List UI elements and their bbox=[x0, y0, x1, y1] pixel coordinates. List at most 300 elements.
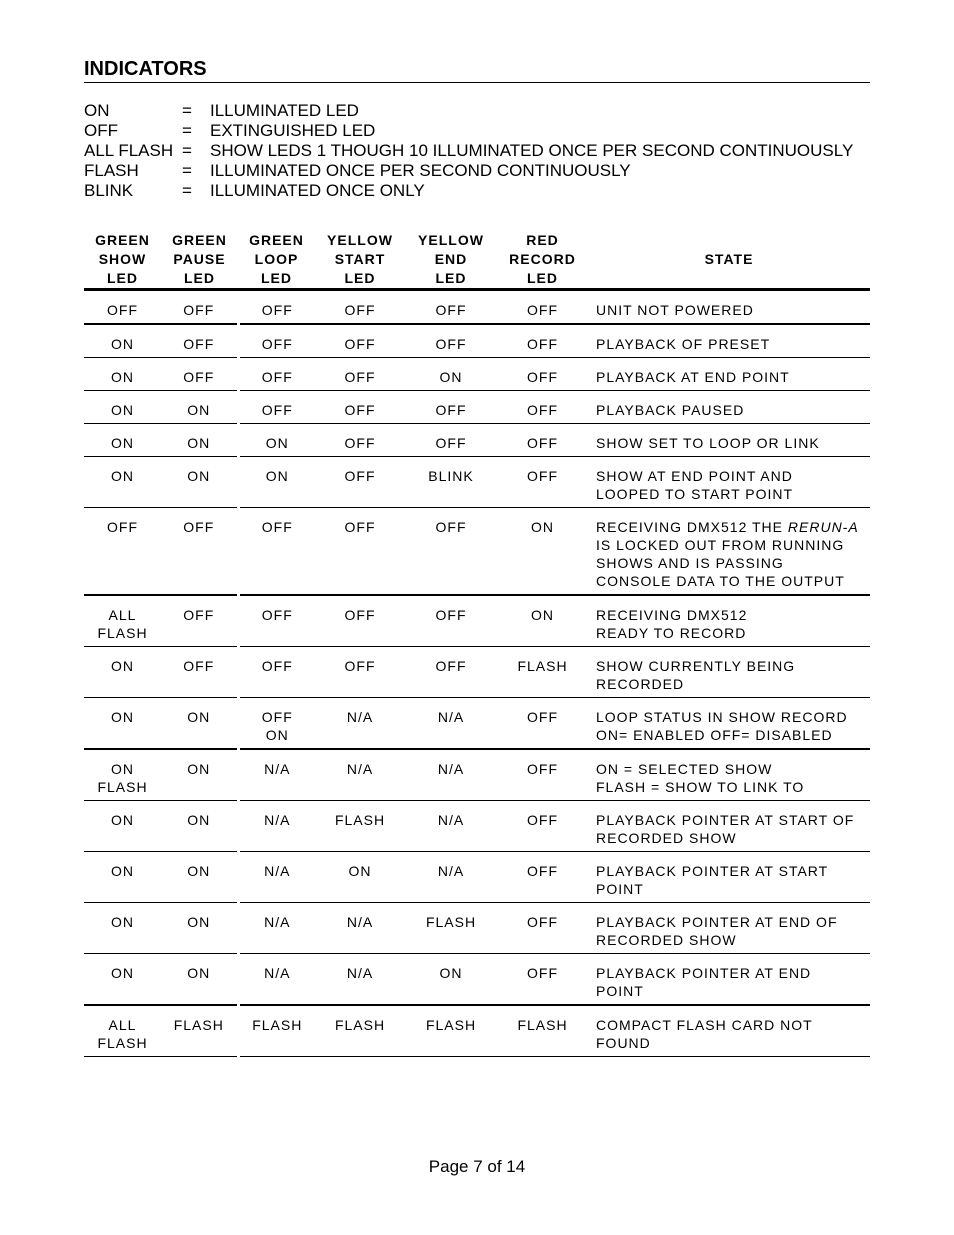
led-value: OFF bbox=[261, 402, 293, 418]
led-cell bbox=[405, 698, 497, 750]
led-cell bbox=[161, 1005, 238, 1057]
table-row bbox=[84, 595, 870, 647]
led-value: OFF bbox=[527, 761, 558, 777]
led-value: ON bbox=[187, 914, 211, 930]
state-text: POINT bbox=[596, 983, 644, 999]
table-row bbox=[84, 749, 870, 801]
table-row bbox=[84, 647, 870, 698]
column-header-text: START bbox=[334, 251, 386, 267]
led-cell bbox=[84, 749, 161, 801]
table-row bbox=[84, 852, 870, 903]
legend-row bbox=[84, 121, 884, 141]
led-value: ON bbox=[439, 965, 463, 981]
state-cell bbox=[588, 324, 870, 358]
led-cell bbox=[315, 852, 405, 903]
legend-desc: SHOW LEDS 1 THOUGH 10 ILLUMINATED ONCE PER SECOND CONTINUOUSLY bbox=[210, 141, 854, 160]
led-value: OFF bbox=[344, 336, 376, 352]
state-text: IS LOCKED OUT FROM RUNNING bbox=[596, 537, 845, 553]
state-text: SHOW CURRENTLY BEING bbox=[596, 658, 796, 674]
led-value: OFF bbox=[183, 519, 215, 535]
led-cell bbox=[84, 954, 161, 1006]
led-value: ON bbox=[111, 863, 134, 879]
legend-row bbox=[84, 101, 884, 121]
led-value: OFF bbox=[344, 402, 376, 418]
led-cell bbox=[405, 749, 497, 801]
legend-desc: ILLUMINATED ONCE ONLY bbox=[210, 181, 425, 200]
legend-term: BLINK bbox=[84, 181, 134, 200]
led-value: N/A bbox=[346, 914, 374, 930]
led-cell bbox=[161, 290, 238, 325]
led-cell bbox=[405, 647, 497, 698]
led-value: ON bbox=[111, 761, 134, 777]
state-cell bbox=[588, 391, 870, 424]
legend-term: FLASH bbox=[84, 161, 139, 180]
led-cell bbox=[161, 852, 238, 903]
legend-eq: = bbox=[182, 141, 192, 160]
led-cell bbox=[238, 852, 315, 903]
led-value: ON bbox=[111, 336, 134, 352]
column-header-text: YELLOW bbox=[418, 232, 484, 248]
table-header-row bbox=[84, 229, 870, 290]
led-value: FLASH bbox=[173, 1017, 224, 1033]
led-cell bbox=[315, 358, 405, 391]
legend-eq: = bbox=[182, 121, 192, 140]
led-value: N/A bbox=[264, 812, 291, 828]
led-cell bbox=[405, 508, 497, 596]
led-cell bbox=[497, 595, 588, 647]
indicator-table bbox=[84, 229, 870, 1057]
led-cell bbox=[161, 698, 238, 750]
column-header-text: LED bbox=[184, 270, 215, 286]
legend-row bbox=[84, 181, 884, 201]
led-cell bbox=[238, 954, 315, 1006]
led-value: OFF bbox=[183, 336, 215, 352]
led-value: OFF bbox=[435, 402, 467, 418]
led-value: OFF bbox=[107, 519, 138, 535]
led-cell bbox=[315, 424, 405, 457]
state-text: PLAYBACK POINTER AT END bbox=[596, 965, 812, 981]
led-value: ON bbox=[265, 727, 289, 743]
led-cell bbox=[84, 647, 161, 698]
led-value: OFF bbox=[261, 658, 293, 674]
led-cell bbox=[315, 749, 405, 801]
led-cell bbox=[497, 903, 588, 954]
led-cell bbox=[161, 324, 238, 358]
state-cell bbox=[588, 1005, 870, 1057]
led-value: ON bbox=[187, 709, 211, 725]
led-cell bbox=[497, 749, 588, 801]
legend-eq: = bbox=[182, 181, 192, 200]
led-cell bbox=[238, 1005, 315, 1057]
led-cell bbox=[315, 698, 405, 750]
column-header bbox=[161, 229, 238, 290]
state-text: LOOP STATUS IN SHOW RECORD bbox=[596, 709, 848, 725]
state-cell bbox=[588, 698, 870, 750]
led-cell bbox=[315, 324, 405, 358]
led-value: ON bbox=[187, 468, 211, 484]
led-value: OFF bbox=[344, 607, 376, 623]
table-row bbox=[84, 954, 870, 1006]
led-value: ON bbox=[187, 863, 211, 879]
state-text: RECORDED SHOW bbox=[596, 932, 737, 948]
led-cell bbox=[405, 1005, 497, 1057]
led-cell bbox=[238, 290, 315, 325]
led-cell bbox=[405, 324, 497, 358]
led-cell bbox=[405, 290, 497, 325]
led-cell bbox=[497, 324, 588, 358]
legend-row bbox=[84, 141, 884, 161]
led-cell bbox=[84, 852, 161, 903]
state-text: READY TO RECORD bbox=[596, 625, 747, 641]
led-value: OFF bbox=[527, 302, 558, 318]
table-row bbox=[84, 1005, 870, 1057]
led-cell bbox=[315, 391, 405, 424]
led-cell bbox=[238, 457, 315, 508]
led-cell bbox=[497, 954, 588, 1006]
led-cell bbox=[161, 358, 238, 391]
led-value: OFF bbox=[527, 812, 558, 828]
state-text: RECEIVING DMX512 bbox=[596, 607, 748, 623]
state-cell bbox=[588, 903, 870, 954]
led-cell bbox=[497, 391, 588, 424]
led-value: OFF bbox=[527, 435, 558, 451]
led-value: N/A bbox=[264, 965, 291, 981]
led-cell bbox=[238, 424, 315, 457]
column-header-text: LED bbox=[107, 270, 138, 286]
led-cell bbox=[161, 508, 238, 596]
led-cell bbox=[161, 457, 238, 508]
led-value: ON bbox=[111, 402, 134, 418]
page-heading: INDICATORS bbox=[84, 56, 870, 83]
led-value: OFF bbox=[435, 607, 467, 623]
led-value: OFF bbox=[183, 369, 215, 385]
state-text: PLAYBACK POINTER AT END OF bbox=[596, 914, 838, 930]
table-row bbox=[84, 324, 870, 358]
legend-desc: ILLUMINATED ONCE PER SECOND CONTINUOUSLY bbox=[210, 161, 631, 180]
led-cell bbox=[238, 698, 315, 750]
led-cell bbox=[238, 595, 315, 647]
led-cell bbox=[315, 801, 405, 852]
led-value: ON bbox=[111, 812, 134, 828]
led-cell bbox=[497, 508, 588, 596]
led-cell bbox=[84, 801, 161, 852]
column-header bbox=[497, 229, 588, 290]
led-cell bbox=[84, 358, 161, 391]
led-value: N/A bbox=[346, 761, 374, 777]
led-value: OFF bbox=[527, 402, 558, 418]
state-text: PLAYBACK POINTER AT START OF bbox=[596, 812, 855, 828]
led-cell bbox=[497, 290, 588, 325]
legend-term: ON bbox=[84, 101, 110, 120]
led-cell bbox=[84, 508, 161, 596]
led-value: FLASH bbox=[425, 1017, 477, 1033]
legend-term: ALL FLASH bbox=[84, 141, 174, 160]
table-row bbox=[84, 457, 870, 508]
led-cell bbox=[84, 391, 161, 424]
state-text: CONSOLE DATA TO THE OUTPUT bbox=[596, 573, 845, 589]
led-value: OFF bbox=[261, 607, 293, 623]
state-text: RECORDED SHOW bbox=[596, 830, 737, 846]
led-value: OFF bbox=[344, 658, 376, 674]
led-cell bbox=[497, 358, 588, 391]
led-cell bbox=[161, 391, 238, 424]
led-value: OFF bbox=[435, 336, 467, 352]
table-row bbox=[84, 290, 870, 325]
led-cell bbox=[497, 457, 588, 508]
column-header-text: GREEN bbox=[172, 232, 227, 248]
led-value: OFF bbox=[527, 914, 558, 930]
led-cell bbox=[315, 595, 405, 647]
state-cell bbox=[588, 954, 870, 1006]
led-value: ON bbox=[265, 468, 289, 484]
column-header-text: LOOP bbox=[254, 251, 299, 267]
led-cell bbox=[84, 903, 161, 954]
led-cell bbox=[405, 424, 497, 457]
led-value: ON bbox=[531, 519, 554, 535]
state-cell bbox=[588, 358, 870, 391]
led-cell bbox=[84, 1005, 161, 1057]
legend bbox=[84, 101, 884, 201]
led-value: OFF bbox=[435, 435, 467, 451]
legend-term: OFF bbox=[84, 121, 118, 140]
led-cell bbox=[405, 457, 497, 508]
led-value: ON bbox=[439, 369, 463, 385]
led-cell bbox=[238, 508, 315, 596]
led-cell bbox=[161, 647, 238, 698]
led-value: ON bbox=[111, 914, 134, 930]
column-header bbox=[588, 229, 870, 290]
column-header-text: LED bbox=[435, 270, 467, 286]
led-value: FLASH bbox=[517, 658, 568, 674]
led-value: OFF bbox=[344, 435, 376, 451]
state-cell bbox=[588, 749, 870, 801]
led-value: ON bbox=[187, 812, 211, 828]
led-value: N/A bbox=[437, 863, 465, 879]
legend-eq: = bbox=[182, 101, 192, 120]
led-value: OFF bbox=[527, 863, 558, 879]
led-cell bbox=[84, 424, 161, 457]
led-value: FLASH bbox=[334, 812, 386, 828]
led-value: OFF bbox=[344, 519, 376, 535]
led-cell bbox=[497, 801, 588, 852]
column-header-text: STATE bbox=[704, 251, 754, 267]
led-cell bbox=[161, 801, 238, 852]
state-text: PLAYBACK OF PRESET bbox=[596, 336, 771, 352]
led-cell bbox=[405, 954, 497, 1006]
state-text: PLAYBACK AT END POINT bbox=[596, 369, 790, 385]
led-value: FLASH bbox=[97, 779, 148, 795]
led-cell bbox=[238, 749, 315, 801]
led-cell bbox=[238, 647, 315, 698]
state-cell bbox=[588, 647, 870, 698]
led-value: ALL bbox=[108, 607, 137, 623]
led-cell bbox=[161, 595, 238, 647]
table-row bbox=[84, 801, 870, 852]
led-cell bbox=[238, 903, 315, 954]
state-cell bbox=[588, 424, 870, 457]
legend-row bbox=[84, 161, 884, 181]
led-cell bbox=[84, 457, 161, 508]
state-text: LOOPED TO START POINT bbox=[596, 486, 794, 502]
led-cell bbox=[405, 358, 497, 391]
led-value: ALL bbox=[108, 1017, 137, 1033]
table-row bbox=[84, 424, 870, 457]
column-header-text: YELLOW bbox=[327, 232, 393, 248]
column-header-text: END bbox=[434, 251, 468, 267]
led-value: OFF bbox=[527, 336, 558, 352]
state-text: POINT bbox=[596, 881, 644, 897]
led-value: N/A bbox=[437, 761, 465, 777]
led-cell bbox=[497, 698, 588, 750]
led-cell bbox=[84, 595, 161, 647]
column-header-text: SHOW bbox=[98, 251, 147, 267]
led-value: ON bbox=[187, 761, 211, 777]
led-value: FLASH bbox=[252, 1017, 303, 1033]
led-cell bbox=[315, 954, 405, 1006]
table-row bbox=[84, 391, 870, 424]
state-text: SHOWS AND IS PASSING bbox=[596, 555, 784, 571]
table-row bbox=[84, 358, 870, 391]
column-header bbox=[238, 229, 315, 290]
state-text: ON= ENABLED OFF= DISABLED bbox=[596, 727, 833, 743]
led-cell bbox=[161, 954, 238, 1006]
led-value: ON bbox=[265, 435, 289, 451]
led-value: ON bbox=[111, 435, 134, 451]
led-cell bbox=[497, 424, 588, 457]
led-cell bbox=[315, 457, 405, 508]
led-cell bbox=[84, 290, 161, 325]
state-text: COMPACT FLASH CARD NOT bbox=[596, 1017, 813, 1033]
led-cell bbox=[405, 852, 497, 903]
led-cell bbox=[238, 391, 315, 424]
led-value: N/A bbox=[264, 863, 291, 879]
column-header-text: LED bbox=[527, 270, 558, 286]
led-cell bbox=[315, 290, 405, 325]
led-cell bbox=[315, 1005, 405, 1057]
led-value: OFF bbox=[527, 369, 558, 385]
led-cell bbox=[238, 801, 315, 852]
led-value: OFF bbox=[261, 709, 293, 725]
led-value: OFF bbox=[183, 607, 215, 623]
legend-eq: = bbox=[182, 161, 192, 180]
led-cell bbox=[315, 508, 405, 596]
column-header-text: PAUSE bbox=[173, 251, 226, 267]
column-header-text: GREEN bbox=[249, 232, 304, 248]
led-value: ON bbox=[111, 709, 134, 725]
led-cell bbox=[405, 801, 497, 852]
led-value: N/A bbox=[264, 761, 291, 777]
state-text: ON = SELECTED SHOW bbox=[596, 761, 773, 777]
state-text: FOUND bbox=[596, 1035, 651, 1051]
led-value: OFF bbox=[435, 302, 467, 318]
led-value: OFF bbox=[183, 302, 215, 318]
led-value: ON bbox=[187, 965, 211, 981]
table-row bbox=[84, 508, 870, 596]
led-value: N/A bbox=[264, 914, 291, 930]
led-cell bbox=[405, 391, 497, 424]
led-value: OFF bbox=[527, 965, 558, 981]
led-value: OFF bbox=[435, 519, 467, 535]
state-cell bbox=[588, 457, 870, 508]
state-text: PLAYBACK PAUSED bbox=[596, 402, 745, 418]
led-value: OFF bbox=[435, 658, 467, 674]
led-value: ON bbox=[111, 468, 134, 484]
led-cell bbox=[405, 903, 497, 954]
led-cell bbox=[238, 358, 315, 391]
state-cell bbox=[588, 508, 870, 596]
state-text: RECORDED bbox=[596, 676, 685, 692]
state-cell bbox=[588, 595, 870, 647]
column-header-text: LED bbox=[344, 270, 376, 286]
column-header bbox=[84, 229, 161, 290]
state-text: SHOW SET TO LOOP OR LINK bbox=[596, 435, 820, 451]
led-value: OFF bbox=[344, 302, 376, 318]
led-value: OFF bbox=[527, 709, 558, 725]
led-value: ON bbox=[187, 435, 211, 451]
led-cell bbox=[84, 324, 161, 358]
led-value: FLASH bbox=[517, 1017, 568, 1033]
legend-desc: EXTINGUISHED LED bbox=[210, 121, 376, 140]
led-value: OFF bbox=[344, 468, 376, 484]
led-value: ON bbox=[111, 965, 134, 981]
led-cell bbox=[315, 647, 405, 698]
led-cell bbox=[161, 903, 238, 954]
led-cell bbox=[405, 595, 497, 647]
legend-desc: ILLUMINATED LED bbox=[210, 101, 359, 120]
state-text: UNIT NOT POWERED bbox=[596, 302, 754, 318]
led-value: ON bbox=[111, 658, 134, 674]
column-header-text: RED bbox=[526, 232, 559, 248]
product-name: RERUN-A bbox=[787, 519, 859, 535]
led-value: OFF bbox=[261, 519, 293, 535]
column-header-text: GREEN bbox=[95, 232, 150, 248]
led-cell bbox=[238, 324, 315, 358]
led-value: OFF bbox=[261, 302, 293, 318]
led-value: N/A bbox=[346, 709, 374, 725]
state-text-part: RECEIVING DMX512 THE bbox=[596, 519, 788, 535]
state-cell bbox=[588, 290, 870, 325]
led-cell bbox=[84, 698, 161, 750]
led-value: ON bbox=[531, 607, 554, 623]
led-value: FLASH bbox=[97, 1035, 148, 1051]
column-header bbox=[405, 229, 497, 290]
led-cell bbox=[497, 852, 588, 903]
state-text: SHOW AT END POINT AND bbox=[596, 468, 793, 484]
led-value: N/A bbox=[437, 812, 465, 828]
led-value: OFF bbox=[261, 336, 293, 352]
led-value: ON bbox=[111, 369, 134, 385]
led-value: FLASH bbox=[334, 1017, 386, 1033]
led-cell bbox=[161, 424, 238, 457]
led-value: FLASH bbox=[97, 625, 148, 641]
led-value: ON bbox=[348, 863, 372, 879]
column-header-text: RECORD bbox=[509, 251, 576, 267]
led-value: OFF bbox=[344, 369, 376, 385]
state-text: FLASH = SHOW TO LINK TO bbox=[596, 779, 805, 795]
led-value: OFF bbox=[183, 658, 215, 674]
led-value: OFF bbox=[107, 302, 138, 318]
led-value: BLINK bbox=[428, 468, 474, 484]
state-text: PLAYBACK POINTER AT START bbox=[596, 863, 829, 879]
table-row bbox=[84, 903, 870, 954]
led-cell bbox=[315, 903, 405, 954]
led-cell bbox=[497, 1005, 588, 1057]
state-cell bbox=[588, 852, 870, 903]
led-value: ON bbox=[187, 402, 211, 418]
page-number: Page 7 of 14 bbox=[428, 1157, 526, 1176]
led-value: N/A bbox=[437, 709, 465, 725]
column-header bbox=[315, 229, 405, 290]
